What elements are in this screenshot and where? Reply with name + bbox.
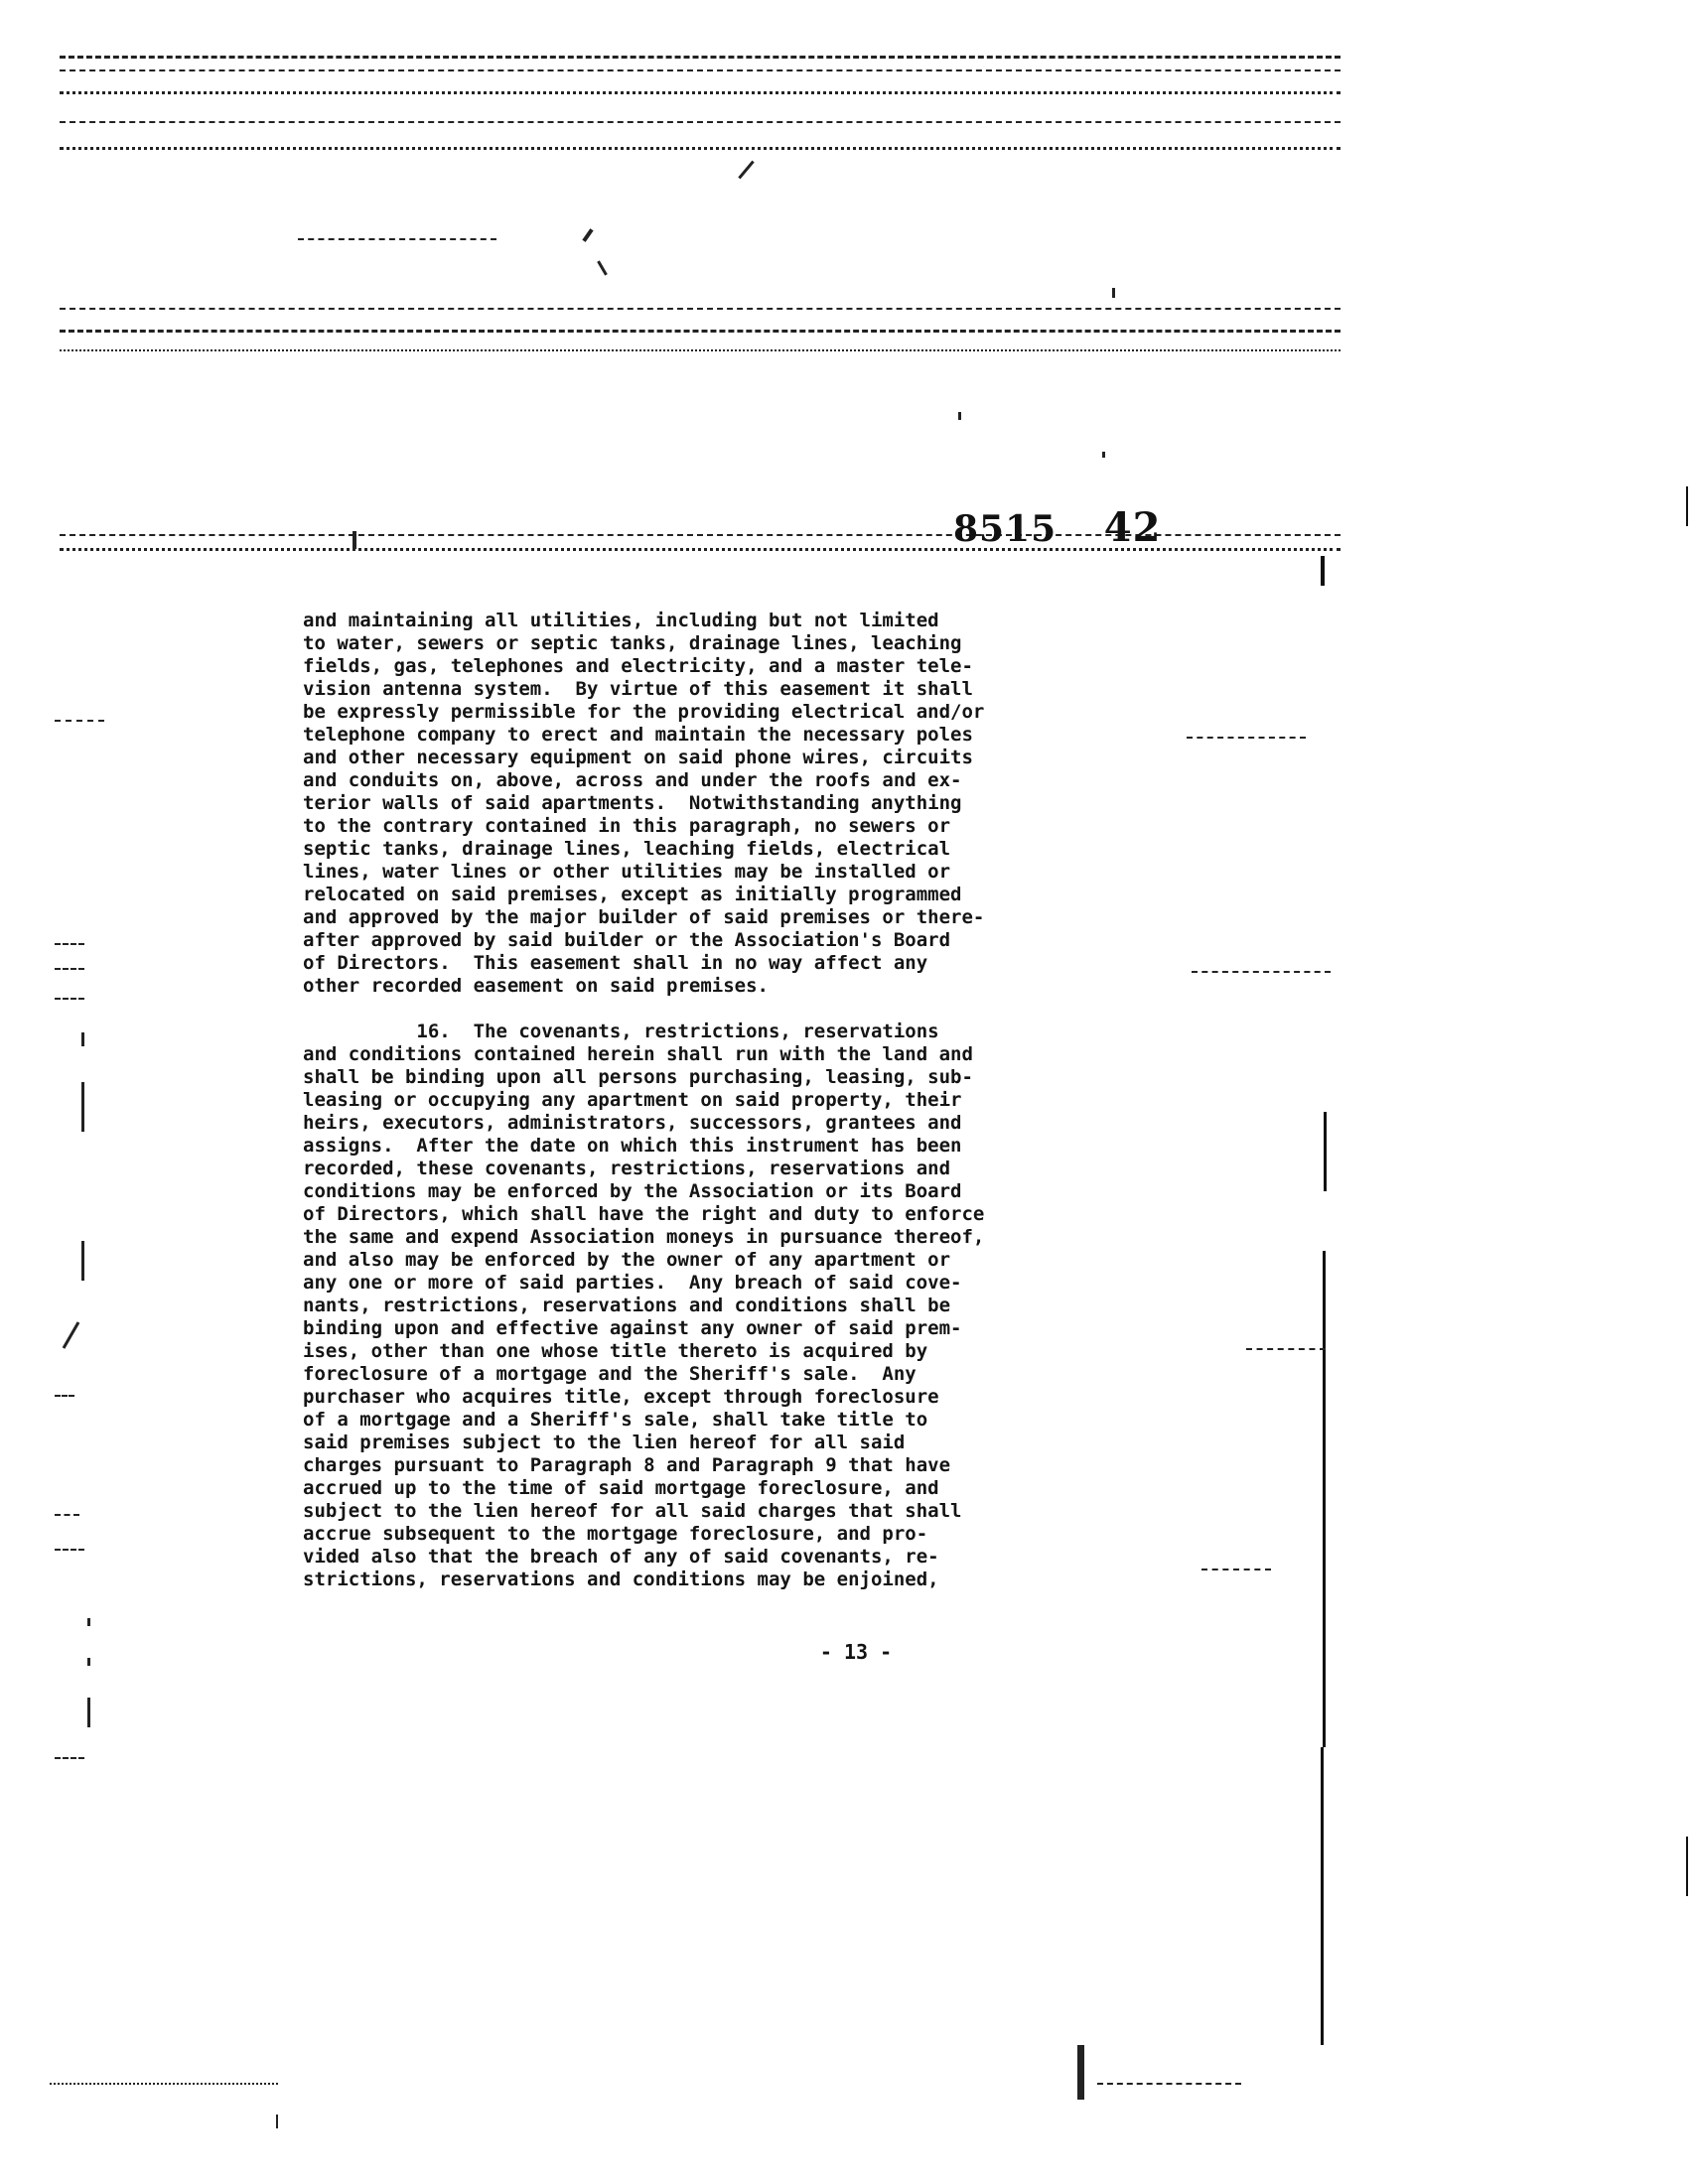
document-body — [303, 610, 1216, 1591]
page-number: - 13 - — [819, 1640, 893, 1664]
text-line: binding upon and effective against any owner of said prem- — [303, 1317, 962, 1339]
text-line: accrued up to the time of said mortgage foreclosure, and — [303, 1477, 939, 1499]
text-line: heirs, executors, administrators, successors, grantees and — [303, 1112, 962, 1134]
text-line: and also may be enforced by the owner of any apartment or — [303, 1249, 951, 1271]
text-line: strictions, reservations and conditions may be enjoined, — [303, 1569, 939, 1590]
text-line: to the contrary contained in this paragraph, no sewers or — [303, 815, 951, 837]
text-line: and conditions contained herein shall run with the land and — [303, 1043, 973, 1065]
text-line: shall be binding upon all persons purchasing, leasing, sub- — [303, 1066, 973, 1088]
paragraph-easement-continued — [303, 610, 1216, 998]
text-line: assigns. After the date on which this instrument has been — [303, 1135, 962, 1157]
text-line: purchaser who acquires title, except through foreclosure — [303, 1386, 939, 1408]
book-page-reference — [953, 504, 1161, 551]
text-line: of a mortgage and a Sheriff's sale, shall take title to — [303, 1409, 928, 1431]
text-line: telephone company to erect and maintain the necessary poles — [303, 724, 973, 746]
paragraph-spacer — [303, 998, 1216, 1021]
text-line: conditions may be enforced by the Association or its Board — [303, 1180, 962, 1202]
text-line: to water, sewers or septic tanks, drainage lines, leaching — [303, 632, 962, 654]
text-line: of Directors, which shall have the right and duty to enforce — [303, 1203, 985, 1225]
text-line: other recorded easement on said premises. — [303, 975, 769, 997]
text-line: fields, gas, telephones and electricity, and a master tele- — [303, 655, 973, 677]
text-line: vided also that the breach of any of said covenants, re- — [303, 1546, 939, 1568]
text-line: after approved by said builder or the Association's Board — [303, 929, 951, 951]
text-line: vision antenna system. By virtue of this easement it shall — [303, 678, 973, 700]
text-line: terior walls of said apartments. Notwithstanding anything — [303, 792, 962, 814]
text-line: 16. The covenants, restrictions, reservations — [303, 1021, 939, 1042]
text-line: said premises subject to the lien hereof for all said — [303, 1432, 906, 1453]
text-line: be expressly permissible for the providing electrical and/or — [303, 701, 985, 723]
text-line: and maintaining all utilities, including but not limited — [303, 610, 939, 631]
text-line: any one or more of said parties. Any breach of said cove- — [303, 1272, 962, 1294]
page-reference-number: 42 — [1103, 504, 1162, 551]
text-line: subject to the lien hereof for all said charges that shall — [303, 1500, 962, 1522]
text-line: accrue subsequent to the mortgage foreclosure, and pro- — [303, 1523, 928, 1545]
text-line: lines, water lines or other utilities may be installed or — [303, 861, 951, 883]
text-line: and conduits on, above, across and under the roofs and ex- — [303, 769, 962, 791]
text-line: and approved by the major builder of said premises or there- — [303, 906, 985, 928]
paragraph-16 — [303, 1021, 1216, 1591]
text-line: foreclosure of a mortgage and the Sheriff's sale. Any — [303, 1363, 917, 1385]
text-line: nants, restrictions, reservations and conditions shall be — [303, 1295, 951, 1316]
text-line: recorded, these covenants, restrictions, reservations and — [303, 1158, 951, 1179]
text-line: the same and expend Association moneys in pursuance thereof, — [303, 1226, 985, 1248]
text-line: relocated on said premises, except as initially programmed — [303, 884, 962, 905]
text-line: of Directors. This easement shall in no way affect any — [303, 952, 928, 974]
text-line: ises, other than one whose title thereto is acquired by — [303, 1340, 928, 1362]
text-line: septic tanks, drainage lines, leaching fields, electrical — [303, 838, 951, 860]
text-line: charges pursuant to Paragraph 8 and Paragraph 9 that have — [303, 1454, 951, 1476]
book-number: 8515 — [953, 508, 1058, 550]
text-line: and other necessary equipment on said phone wires, circuits — [303, 747, 973, 768]
text-line: leasing or occupying any apartment on said property, their — [303, 1089, 962, 1111]
